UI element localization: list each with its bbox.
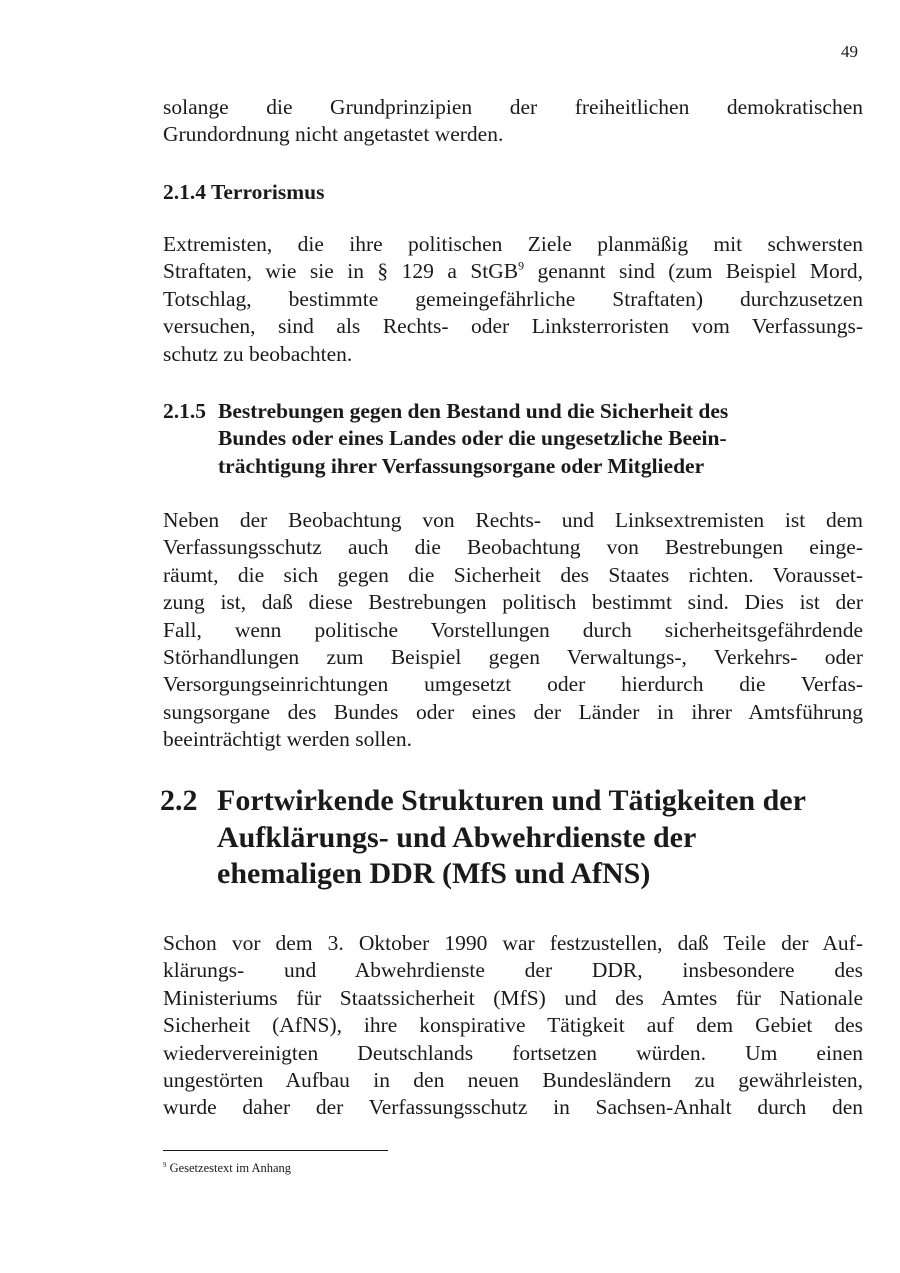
section-title: Fortwirkende Strukturen und Tätigkeiten der Aufklärungs- und Abwehrdienste der ehemaligen DDR (MfS und AfNS) xyxy=(217,784,806,890)
paragraph-line: klärungs- und Abwehrdienste der DDR, insbesondere des xyxy=(163,958,863,983)
paragraph-line: Versorgungseinrichtungen umgesetzt oder hierdurch die Verfas- xyxy=(163,672,863,697)
footnote-number: 9 xyxy=(163,1162,167,1170)
footnote xyxy=(163,1161,291,1176)
mfs-paragraph xyxy=(163,930,863,1122)
paragraph-line: wurde daher der Verfassungsschutz in Sachsen-Anhalt durch den xyxy=(163,1095,863,1120)
page-number: 49 xyxy=(841,42,858,61)
section-heading-2-1-5 xyxy=(163,398,863,482)
paragraph-line: Verfassungsschutz auch die Beobachtung von Bestrebungen einge- xyxy=(163,535,863,560)
section-number: 2.2 xyxy=(160,784,198,817)
section-title: Bestrebungen gegen den Bestand und die Sicherheit des Bundes oder eines Landes oder die ungesetzliche Beein- trächtigung ihrer Verfassungsorgane oder Mitglieder xyxy=(218,399,729,478)
paragraph-line: versuchen, sind als Rechts- oder Linksterroristen vom Verfassungs- xyxy=(163,314,863,339)
paragraph-line: Straftaten, wie sie in § 129 a StGB$^9$ genannt sind (zum Beispiel Mord, xyxy=(163,259,863,284)
paragraph-line: wiedervereinigten Deutschlands fortsetzen würden. Um einen xyxy=(163,1040,863,1065)
paragraph-line: Grundordnung nicht angetastet werden. xyxy=(163,122,504,147)
paragraph-line: Schon vor dem 3. Oktober 1990 war festzustellen, daß Teile der Auf- xyxy=(163,931,863,955)
paragraph-line: zung ist, daß diese Bestrebungen politisch bestimmt sind. Dies ist der xyxy=(163,590,863,615)
section-heading-2-2 xyxy=(160,783,860,893)
footnote-text: Gesetzestext im Anhang xyxy=(169,1161,292,1175)
paragraph-line: sungsorgane des Bundes oder eines der Länder in ihrer Amtsführung xyxy=(163,699,863,724)
paragraph-line: räumt, die sich gegen die Sicherheit des Staates richten. Vorausset- xyxy=(163,562,863,587)
paragraph-line: Störhandlungen zum Beispiel gegen Verwaltungs-, Verkehrs- oder xyxy=(163,645,863,670)
paragraph-line: Totschlag, bestimmte gemeingefährliche Straftaten) durchzusetzen xyxy=(163,286,863,311)
section-heading-2-1-4 xyxy=(163,179,324,206)
paragraph-line: Extremisten, die ihre politischen Ziele planmäßig mit schwersten xyxy=(163,232,863,256)
security-paragraph xyxy=(163,507,863,754)
paragraph-line: Sicherheit (AfNS), ihre konspirative Tätigkeit auf dem Gebiet des xyxy=(163,1013,863,1038)
footnote-divider xyxy=(163,1150,388,1151)
paragraph-line: Ministeriums für Staatssicherheit (MfS) und des Amtes für Nationale xyxy=(163,985,863,1010)
paragraph-line: ungestörten Aufbau in den neuen Bundesländern zu gewährleisten, xyxy=(163,1068,863,1093)
paragraph-line: beeinträchtigt werden sollen. xyxy=(163,727,412,752)
section-number: 2.1.5 xyxy=(163,399,206,423)
intro-paragraph xyxy=(163,94,863,149)
paragraph-line: Neben der Beobachtung von Rechts- und Linksextremisten ist dem xyxy=(163,508,863,532)
terrorism-paragraph xyxy=(163,231,863,368)
paragraph-line: solange die Grundprinzipien der freiheitlichen demokratischen xyxy=(163,95,863,119)
footnote-ref: 9 xyxy=(518,259,525,274)
paragraph-line: Fall, wenn politische Vorstellungen durch sicherheitsgefährdende xyxy=(163,617,863,642)
section-title: Terrorismus xyxy=(211,180,325,204)
paragraph-line: schutz zu beobachten. xyxy=(163,341,353,366)
section-number: 2.1.4 xyxy=(163,180,206,204)
